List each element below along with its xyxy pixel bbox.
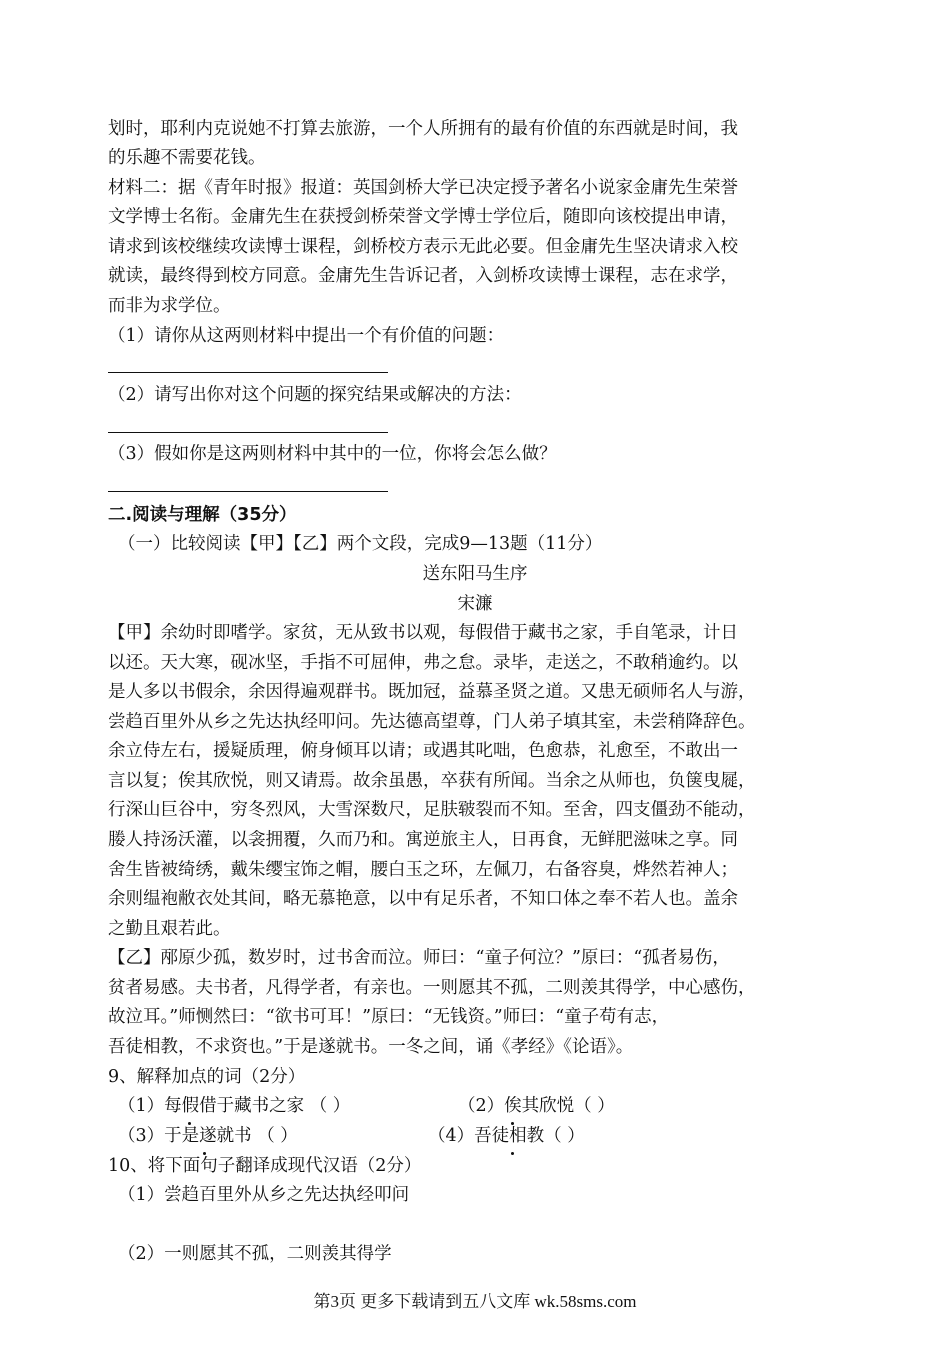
question-9-item: （2）俟其欣悦（ ） xyxy=(458,1096,615,1116)
question-9-item: （1）每假借于藏书之家 （ ） xyxy=(118,1096,351,1116)
material1-line: 划时，耶利内克说她不打算去旅游，一个人所拥有的最有价值的东西就是时间，我 xyxy=(108,119,738,139)
passage-jia-line: 言以复；俟其欣悦，则又请焉。故余虽愚，卒获有所闻。当余之从师也，负箧曳屣， xyxy=(108,771,756,791)
question-8-2: （2）请写出你对这个问题的探究结果或解决的方法： xyxy=(108,385,522,405)
material1-line: 的乐趣不需要花钱。 xyxy=(108,148,266,168)
passage-title: 送东阳马生序 xyxy=(422,564,528,584)
passage-jia-line: 媵人持汤沃灌，以衾拥覆，久而乃和。寓逆旅主人，日再食，无鲜肥滋味之享。同 xyxy=(108,830,738,850)
emphasis-dot xyxy=(511,1152,514,1155)
passage-yi-line: 故泣耳。”师恻然曰：“欲书可耳！”原曰：“无钱资。”师曰：“童子苟有志， xyxy=(108,1007,670,1027)
passage-jia-line: 余立侍左右，援疑质理，俯身倾耳以请；或遇其叱咄，色愈恭，礼愈至，不敢出一 xyxy=(108,741,738,761)
question-10-title: 10、将下面句子翻译成现代汉语（2分） xyxy=(108,1156,422,1176)
question-8-3: （3）假如你是这两则材料中其中的一位，你将会怎么做？ xyxy=(108,444,557,464)
subsection-title: （一）比较阅读【甲】【乙】两个文段，完成9—13题（11分） xyxy=(118,534,603,554)
question-9-item: （4）吾徒相教（ ） xyxy=(428,1126,585,1146)
material2-line: 文学博士名衔。金庸先生在获授剑桥荣誉文学博士学位后，随即向该校提出申请， xyxy=(108,207,738,227)
question-9-title: 9、解释加点的词（2分） xyxy=(108,1067,306,1087)
passage-jia-line: 尝趋百里外从乡之先达执经叩问。先达德高望尊，门人弟子填其室，未尝稍降辞色。 xyxy=(108,712,756,732)
answer-line[interactable] xyxy=(108,372,388,373)
answer-line[interactable] xyxy=(108,491,388,492)
answer-line[interactable] xyxy=(108,432,388,433)
question-10-item: （1）尝趋百里外从乡之先达执经叩问 xyxy=(118,1185,410,1205)
question-8-1: （1）请你从这两则材料中提出一个有价值的问题： xyxy=(108,326,505,346)
material2-line: 请求到该校继续攻读博士课程，剑桥校方表示无此必要。但金庸先生坚决请求入校 xyxy=(108,237,738,257)
emphasis-dot xyxy=(511,1122,514,1125)
material2-line: 材料二：据《青年时报》报道：英国剑桥大学已决定授予著名小说家金庸先生荣誉 xyxy=(108,178,738,198)
question-10-item: （2）一则愿其不孤，二则羡其得学 xyxy=(118,1244,392,1264)
passage-jia-line: 行深山巨谷中，穷冬烈风，大雪深数尺，足肤皲裂而不知。至舍，四支僵劲不能动， xyxy=(108,800,756,820)
passage-yi-line: 贫者易感。夫书者，凡得学者，有亲也。一则愿其不孤，二则羡其得学，中心感伤， xyxy=(108,978,756,998)
material2-line: 就读，最终得到校方同意。金庸先生告诉记者，入剑桥攻读博士课程，志在求学， xyxy=(108,266,738,286)
passage-jia-line: 舍生皆被绮绣，戴朱缨宝饰之帽，腰白玉之环，左佩刀，右备容臭，烨然若神人； xyxy=(108,860,738,880)
passage-author: 宋濂 xyxy=(457,594,493,614)
passage-yi-line: 吾徒相教，不求资也。”于是遂就书。一冬之间，诵《孝经》《论语》。 xyxy=(108,1037,634,1057)
passage-jia-line: 之勤且艰若此。 xyxy=(108,919,231,939)
question-9-item: （3）于是遂就书 （ ） xyxy=(118,1126,298,1146)
passage-jia-line: 余则缊袍敝衣处其间，略无慕艳意，以中有足乐者，不知口体之奉不若人也。盖余 xyxy=(108,889,738,909)
emphasis-dot xyxy=(188,1122,191,1125)
material2-line: 而非为求学位。 xyxy=(108,296,231,316)
passage-jia-line: 【甲】余幼时即嗜学。家贫，无从致书以观，每假借于藏书之家，手自笔录，计日 xyxy=(108,623,738,643)
passage-jia-line: 是人多以书假余，余因得遍观群书。既加冠，益慕圣贤之道。又患无硕师名人与游， xyxy=(108,682,756,702)
passage-yi-line: 【乙】邴原少孤，数岁时，过书舍而泣。师曰：“童子何泣？”原曰：“孤者易伤， xyxy=(108,948,730,968)
passage-jia-line: 以还。天大寒，砚冰坚，手指不可屈伸，弗之怠。录毕，走送之，不敢稍逾约。以 xyxy=(108,653,738,673)
section-title: 二.阅读与理解（35分） xyxy=(108,505,297,525)
page-footer: 第3页 更多下载请到五八文库 wk.58sms.com xyxy=(313,1292,637,1311)
